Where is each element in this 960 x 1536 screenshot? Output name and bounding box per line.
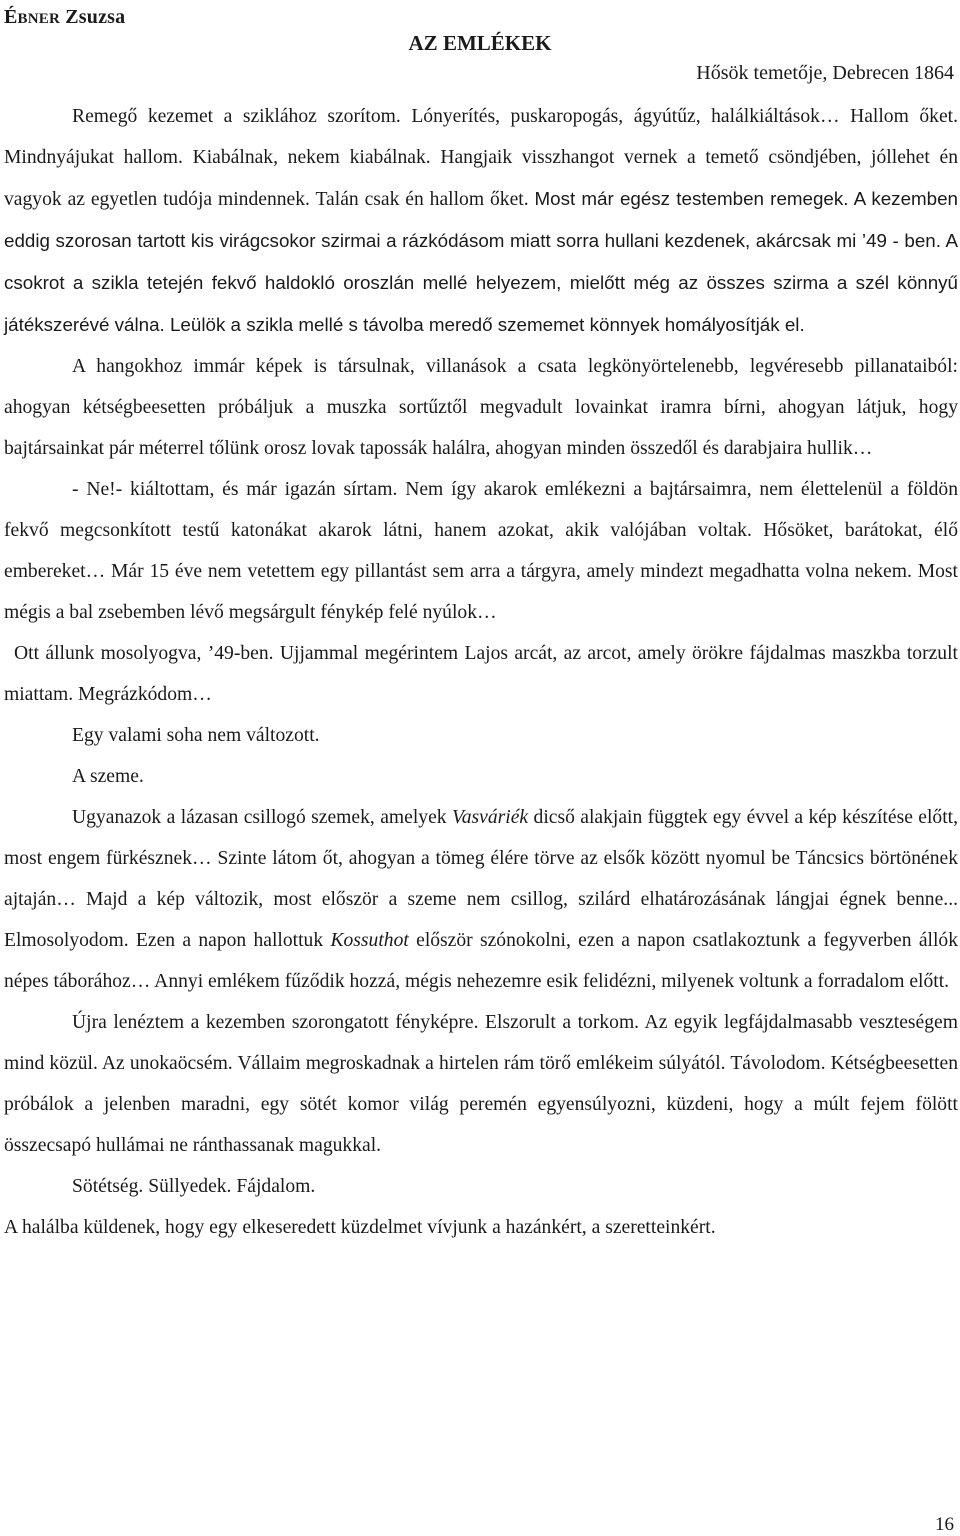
paragraph-7 — [4, 797, 958, 1002]
paragraph-1-part-b: Most már egész testemben remegek. A kezemben eddig szorosan tartott kis virágcsokor szirmai a rázkódásom miatt sorra hullani kezdenek, akárcsak mi ’49 - ben. A csokrot a szikla tetején fekvő haldokló oroszlán mellé helyezem, mielőtt még az összes szirma a szél könnyű játékszerévé válna. Leülök a szikla mellé s távolba meredő szememet könnyek homályosítják el. — [4, 188, 958, 335]
name-vasvariek: Vasváriék — [451, 807, 529, 828]
author-name — [4, 6, 125, 29]
name-kossuthot: Kossuthot — [330, 930, 409, 951]
page-number: 16 — [935, 1514, 954, 1535]
paragraph-5: Egy valami soha nem változott. — [72, 725, 320, 746]
paragraph-4: Ott állunk mosolyogva, ’49-ben. Ujjammal megérintem Lajos arcát, az arcot, amely örökre fájdalmas maszkba torzult miattam. Megrázkódom… — [4, 643, 958, 705]
paragraph-1-part-a: Remegő kezemet a sziklához szorítom. Lónyerítés, puskaropogás, ágyútűz, halálkiáltások… Hallom őket. Mindnyájukat hallom. Kiabálnak, nekem kiabálnak. Hangjaik visszhangot vernek a temető csöndjében, jóllehet én vagyok az egyetlen tudója mindennek. Talán csak én hallom őket. — [4, 106, 958, 210]
paragraph-9: Sötétség. Süllyedek. Fájdalom. — [72, 1176, 316, 1197]
paragraph-1 — [4, 96, 958, 346]
place-date-line: Hősök temetője, Debrecen 1864 — [696, 62, 954, 84]
paragraph-2: A hangokhoz immár képek is társulnak, villanások a csata legkönyörtelenebb, legvéresebb pillanataiból: ahogyan kétségbeesetten próbáljuk a muszka sortűztől megvadult lovainkat iramra bírni, ahogyan látjuk, hogy bajtársainkat pár méterrel tőlünk orosz lovak tapossák halálra, ahogyan minden összedől és darabjaira hullik… — [4, 356, 958, 459]
paragraph-7-part-b: dicső alakjain függtek egy évvel a kép készítése előtt, most engem fürkésznek… Szinte látom őt, ahogyan a tömeg élére törve az elsők között nyomul be Táncsics börtönének ajtaján… Majd a kép változik, most először a szeme nem csillog, szilárd elhatározásának lángjai égnek benne... Elmosolyodom. Ezen a napon hallottuk — [4, 807, 958, 951]
paragraph-10: A halálba küldenek, hogy egy elkeseredett küzdelmet vívjunk a hazánkért, a szeretteinkért. — [4, 1217, 716, 1238]
author-given-name: Zsuzsa — [65, 6, 126, 28]
paragraph-7-part-a: Ugyanazok a lázasan csillogó szemek, amelyek — [72, 807, 452, 828]
author-initial: É — [4, 6, 18, 28]
paragraph-8: Újra lenéztem a kezemben szorongatott fényképre. Elszorult a torkom. Az egyik legfájdalmasabb veszteségem mind közül. Az unokaöcsém. Vállaim megroskadnak a hirtelen rám törő emlékeim súlyától. Távolodom. Kétségbeesetten próbálok a jelenben maradni, egy sötét komor világ peremén egyensúlyozni, küzdeni, hogy a múlt fejem fölött összecsapó hullámai ne ránthassanak magukkal. — [4, 1012, 958, 1156]
author-surname-smallcaps: BNER — [17, 11, 61, 27]
paragraph-6: A szeme. — [72, 766, 144, 787]
body-text — [4, 96, 958, 1248]
paragraph-7-part-c: először szónokolni, ezen a napon csatlakoztunk a fegyverben állók népes táborához… Annyi emlékem fűződik hozzá, mégis nehezemre esik felidézni, milyenek voltunk a forradalom előtt. — [4, 930, 958, 992]
paragraph-3: - Ne!- kiáltottam, és már igazán sírtam. Nem így akarok emlékezni a bajtársaimra, nem élettelenül a földön fekvő megcsonkított testű katonákat akarok látni, hanem azokat, akik valójában voltak. Hősöket, barátokat, élő embereket… Már 15 éve nem vetettem egy pillantást sem arra a tárgyra, amely mindezt megadhatta volna nekem. Most mégis a bal zsebemben lévő megsárgult fénykép felé nyúlok… — [4, 479, 958, 623]
poem-title: AZ EMLÉKEK — [408, 31, 552, 55]
